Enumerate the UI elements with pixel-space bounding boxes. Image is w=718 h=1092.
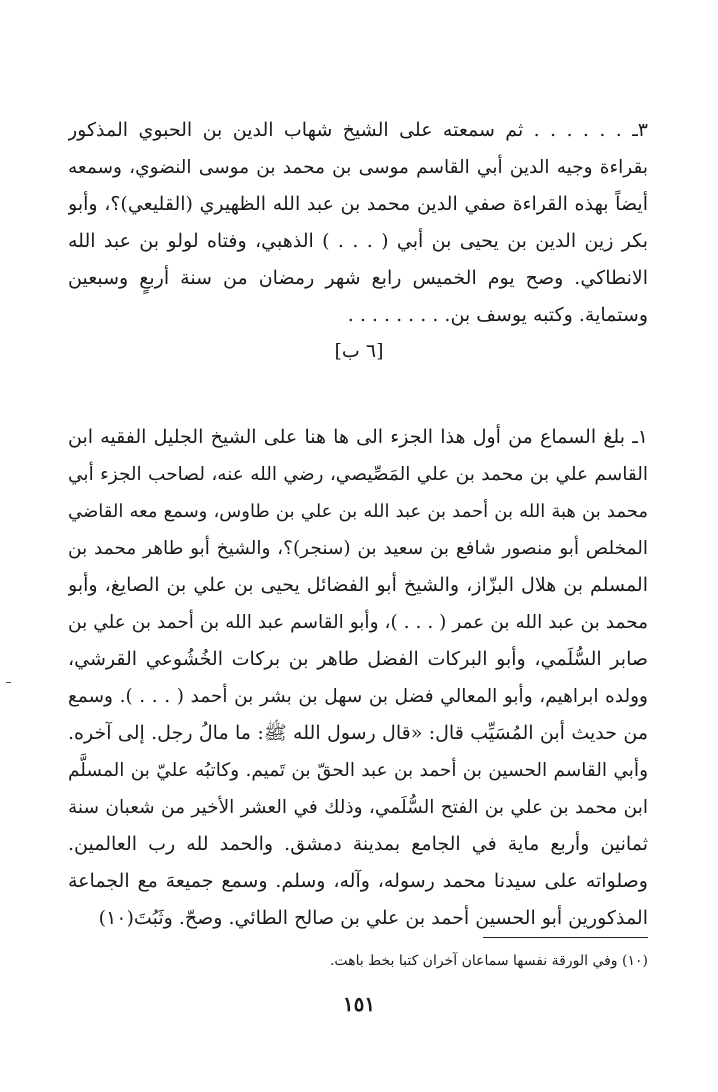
paragraph-2-line: محمد بن عبد الله بن عمر ( . . . )، وأبو القاسم عبد الله بن أحمد بن علي بن bbox=[68, 612, 648, 633]
paragraph-2-line: ثمانين وأربع ماية في الجامع بمدينة دمشق. والحمد لله رب العالمين. bbox=[68, 833, 648, 855]
paragraph-1-line: بقراءة وجيه الدين أبي القاسم موسى بن محمد بن موسى النضوي، وسمعه bbox=[68, 157, 648, 178]
paragraph-2-line: ابن محمد بن علي بن الفتح السُّلَمي، وذلك في العشر الأخير من شعبان سنة bbox=[68, 797, 648, 818]
paragraph-2-line: وولده ابراهيم، وأبو المعالي فضل بن سهل بن بشر بن أحمد ( . . . ). وسمع bbox=[68, 686, 648, 707]
paragraph-2-line: من حديث أبن المُسَيِّب قال: «قال رسول الله ﷺ: ما مالُ رجل. إلى آخره. bbox=[68, 722, 648, 744]
margin-mark bbox=[6, 682, 11, 683]
page-number: ١٥١ bbox=[342, 992, 376, 1016]
paragraph-2-line: القاسم علي بن محمد بن علي المَصِّيصي، رضي الله عنه، لصاحب الجزء أبي bbox=[68, 464, 648, 485]
footnote-divider bbox=[483, 937, 648, 938]
paragraph-1-line: بكر زين الدين بن يحيى بن أبي ( . . . ) الذهبي، وفتاه لولو بن عبد الله bbox=[68, 230, 648, 252]
footnote: (١٠) وفي الورقة نفسها سماعان آخران كتبا بخط باهت. bbox=[329, 953, 648, 969]
paragraph-2-line: ١ـ بلغ السماع من أول هذا الجزء الى ها هنا على الشيخ الجليل الفقيه ابن bbox=[68, 426, 648, 448]
paragraph-1-line: ٣ـ . . . . . . ثم سمعته على الشيخ شهاب الدين بن الحبوي المذكور bbox=[68, 119, 648, 141]
paragraph-2-line: وأبي القاسم الحسين بن أحمد بن عبد الحقّ بن تَميم. وكاتبُه عليّ بن المسلَّم bbox=[68, 760, 648, 781]
section-marker: [٦ ب] bbox=[334, 340, 384, 362]
paragraph-1-line: أيضاً بهذه القراءة صفي الدين محمد بن عبد الله الظهيري (القليعي)؟، وأبو bbox=[68, 193, 648, 215]
paragraph-2-line: محمد بن هبة الله بن أحمد بن عبد الله بن علي بن طاوس، وسمع معه القاضي bbox=[68, 501, 648, 522]
paragraph-2-line: وصلواته على سيدنا محمد رسوله، وآله، وسلم. وسمع جميعهَ مع الجماعة bbox=[68, 870, 648, 892]
paragraph-2-line: المخلص أبو منصور شافع بن سعيد بن (سنجر)؟، والشيخ أبو طاهر محمد بن bbox=[68, 538, 648, 559]
paragraph-2 bbox=[68, 419, 648, 937]
paragraph-2-line: المسلم بن هلال البزّاز، والشيخ أبو الفضائل يحيى بن علي بن الصايغ، وأبو bbox=[68, 574, 648, 596]
paragraph-2-line: المذكورين أبو الحسين أحمد بن علي بن صالح الطائي. وصحّ. وثَبُتَ(١٠) bbox=[98, 907, 648, 929]
paragraph-1-line: الانطاكي. وصح يوم الخميس رابع شهر رمضان من سنة أربعٍ وسبعين bbox=[68, 267, 648, 289]
paragraph-2-line: صابر السُّلَمي، وأبو البركات الفضل طاهر بن بركات الخُشُوعي القرشي، bbox=[68, 648, 648, 670]
paragraph-1 bbox=[68, 112, 648, 334]
paragraph-1-line: وستماية. وكتبه يوسف بن. . . . . . . . . bbox=[347, 304, 648, 326]
